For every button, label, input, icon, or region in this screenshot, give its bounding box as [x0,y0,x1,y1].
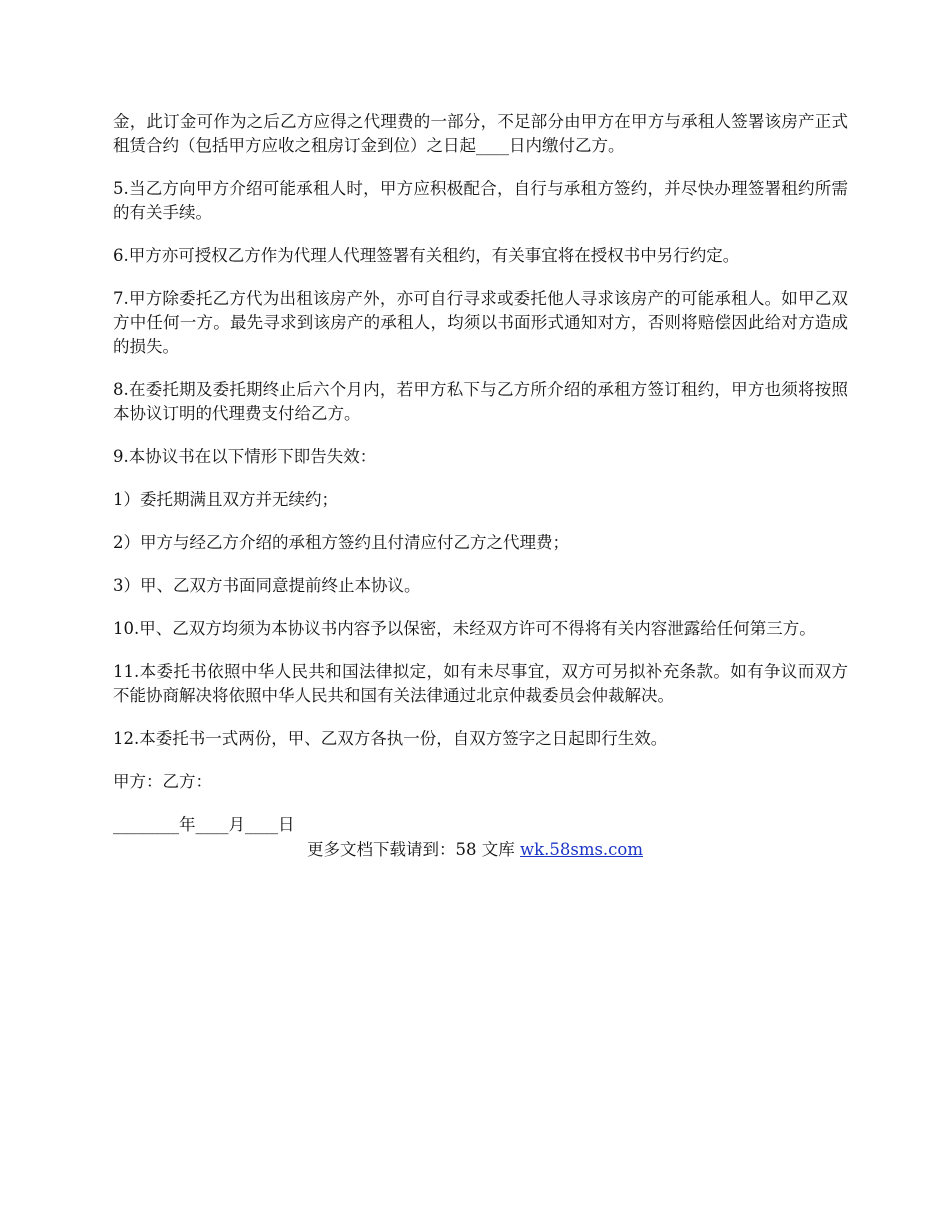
paragraph-deposit-clause: 金，此订金可作为之后乙方应得之代理费的一部分，不足部分由甲方在甲方与承租人签署该房产正式租赁合约（包括甲方应收之租房订金到位）之日起____日内缴付乙方。 [113,112,848,155]
paragraph-clause-9: 9.本协议书在以下情形下即告失效： [113,447,377,466]
footer [0,838,950,862]
paragraph-clause-6: 6.甲方亦可授权乙方作为代理人代理签署有关租约，有关事宜将在授权书中另行约定。 [113,246,740,265]
paragraph-clause-7: 7.甲方除委托乙方代为出租该房产外，亦可自行寻求或委托他人寻求该房产的可能承租人。如甲乙双方中任何一方。最先寻求到该房产的承租人，均须以书面形式通知对方，否则将赔偿因此给对方造成的损失。 [113,289,848,356]
paragraph-clause-5: 5.当乙方向甲方介绍可能承租人时，甲方应积极配合，自行与承租方签约，并尽快办理签署租约所需的有关手续。 [113,179,848,222]
signature-date: ________年____月____日 [113,815,295,834]
footer-link[interactable]: wk.58sms.com [519,840,643,859]
paragraph-clause-8: 8.在委托期及委托期终止后六个月内，若甲方私下与乙方所介绍的承租方签订租约，甲方也须将按照本协议订明的代理费支付给乙方。 [113,380,848,423]
paragraph-clause-10: 10.甲、乙双方均须为本协议书内容予以保密，未经双方许可不得将有关内容泄露给任何第三方。 [113,619,816,638]
paragraph-clause-9-item-3: 3）甲、乙双方书面同意提前终止本协议。 [113,576,421,595]
paragraph-clause-9-item-1: 1）委托期满且双方并无续约； [113,490,338,509]
document-body [113,110,848,837]
footer-text: 更多文档下载请到：58 文库 [306,840,520,859]
paragraph-clause-11: 11.本委托书依照中华人民共和国法律拟定，如有未尽事宜，双方可另拟补充条款。如有争议而双方不能协商解决将依照中华人民共和国有关法律通过北京仲裁委员会仲裁解决。 [113,662,848,705]
signature-parties: 甲方：乙方： [113,772,212,791]
paragraph-clause-12: 12.本委托书一式两份，甲、乙双方各执一份，自双方签字之日起即行生效。 [113,729,668,748]
paragraph-clause-9-item-2: 2）甲方与经乙方介绍的承租方签约且付清应付乙方之代理费； [113,533,569,552]
